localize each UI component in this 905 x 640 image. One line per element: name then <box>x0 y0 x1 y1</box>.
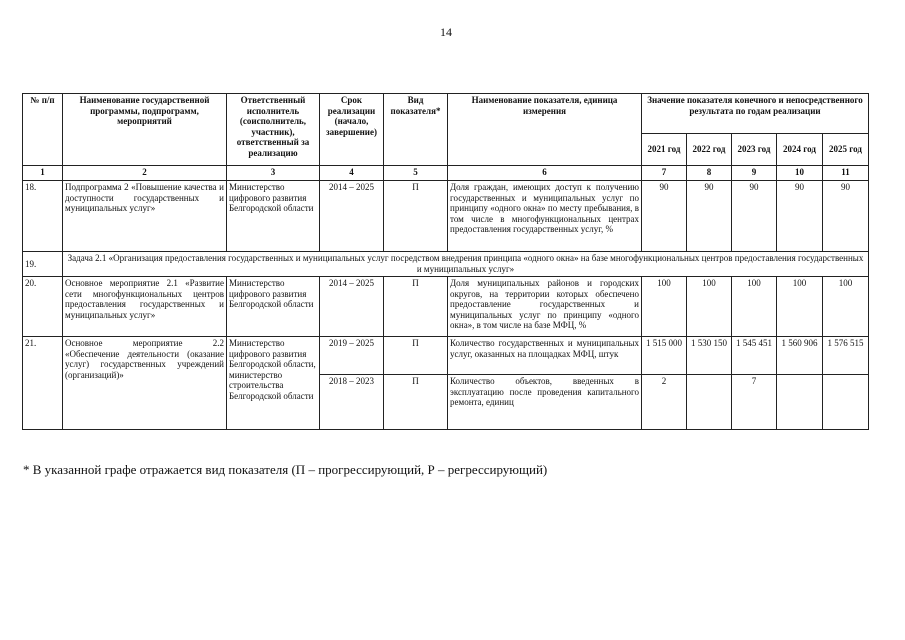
column-number-row <box>23 166 869 181</box>
indicator-type: П <box>384 181 448 252</box>
column-number: 4 <box>320 166 384 181</box>
year-value <box>687 375 732 430</box>
term: 2014 – 2025 <box>320 277 384 337</box>
indicator-name: Количество объектов, введенных в эксплуатацию после проведения капитального ремонта, единиц <box>448 375 642 430</box>
year-value: 90 <box>823 181 869 252</box>
indicator-type: П <box>384 277 448 337</box>
indicator-name: Количество государственных и муниципальных услуг, оказанных на площадках МФЦ, штук <box>448 337 642 375</box>
indicator-name: Доля муниципальных районов и городских округов, на территории которых обеспечено предоставление государственных и муниципальных услуг по принципу «одного окна», в том числе на базе МФЦ, % <box>448 277 642 337</box>
indicator-type: П <box>384 375 448 430</box>
year-value: 1 576 515 <box>823 337 869 375</box>
program-name: Основное мероприятие 2.2 «Обеспечение деятельности (оказание услуг) государственных учреждений (организаций)» <box>63 337 227 430</box>
year-value: 100 <box>777 277 823 337</box>
task-name: Задача 2.1 «Организация предоставления государственных и муниципальных услуг посредством внедрения принципа «одного окна» на базе многофункциональных центров предоставления государственных и муниципальных услуг» <box>63 252 869 277</box>
program-name: Основное мероприятие 2.1 «Развитие сети многофункциональных центров предоставления государственных и муниципальных услуг» <box>63 277 227 337</box>
header-indicator: Наименование показателя, единица измерения <box>448 94 642 166</box>
year-value: 100 <box>732 277 777 337</box>
column-number: 11 <box>823 166 869 181</box>
header-responsible: Ответственный исполнитель (соисполнитель, участник), ответственный за реализацию <box>227 94 320 166</box>
column-number: 9 <box>732 166 777 181</box>
year-value: 1 545 451 <box>732 337 777 375</box>
header-type: Вид показателя* <box>384 94 448 166</box>
year-value: 90 <box>687 181 732 252</box>
year-value <box>777 375 823 430</box>
column-number: 5 <box>384 166 448 181</box>
column-number: 6 <box>448 166 642 181</box>
column-number: 2 <box>63 166 227 181</box>
year-value: 2 <box>642 375 687 430</box>
row-number: 21. <box>23 337 63 430</box>
term: 2019 – 2025 <box>320 337 384 375</box>
table-row <box>23 252 869 277</box>
year-value: 1 530 150 <box>687 337 732 375</box>
header-num: № п/п <box>23 94 63 166</box>
column-number: 1 <box>23 166 63 181</box>
year-value: 90 <box>642 181 687 252</box>
column-number: 3 <box>227 166 320 181</box>
responsible-executor: Министерство цифрового развития Белгородской области, министерство строительства Белгородской области <box>227 337 320 430</box>
header-year: 2022 год <box>687 134 732 166</box>
header-name: Наименование государственной программы, подпрограмм, мероприятий <box>63 94 227 166</box>
indicator-type: П <box>384 337 448 375</box>
page-number: 14 <box>440 25 452 39</box>
header-year: 2024 год <box>777 134 823 166</box>
header-row <box>23 94 869 134</box>
header-term: Срок реализации (начало, завершение) <box>320 94 384 166</box>
term: 2014 – 2025 <box>320 181 384 252</box>
responsible-executor: Министерство цифрового развития Белгородской области <box>227 181 320 252</box>
header-year: 2023 год <box>732 134 777 166</box>
footnote: * В указанной графе отражается вид показателя (П – прогрессирующий, Р – регрессирующий) <box>23 462 548 477</box>
column-number: 8 <box>687 166 732 181</box>
row-number: 20. <box>23 277 63 337</box>
term: 2018 – 2023 <box>320 375 384 430</box>
header-year: 2025 год <box>823 134 869 166</box>
table-row <box>23 337 869 375</box>
indicators-table <box>22 93 869 430</box>
year-value: 90 <box>777 181 823 252</box>
year-value: 100 <box>642 277 687 337</box>
year-value: 1 515 000 <box>642 337 687 375</box>
responsible-executor: Министерство цифрового развития Белгородской области <box>227 277 320 337</box>
row-number: 18. <box>23 181 63 252</box>
year-value: 100 <box>823 277 869 337</box>
row-number: 19. <box>23 252 63 277</box>
header-year: 2021 год <box>642 134 687 166</box>
table-row <box>23 277 869 337</box>
table-row <box>23 181 869 252</box>
header-values: Значение показателя конечного и непосредственного результата по годам реализации <box>642 94 869 134</box>
year-value: 7 <box>732 375 777 430</box>
year-value: 1 560 906 <box>777 337 823 375</box>
column-number: 10 <box>777 166 823 181</box>
column-number: 7 <box>642 166 687 181</box>
year-value: 100 <box>687 277 732 337</box>
year-value <box>823 375 869 430</box>
indicator-name: Доля граждан, имеющих доступ к получению государственных и муниципальных услуг по принципу «одного окна» по месту пребывания, в том числе в многофункциональных центрах предоставления государственных услуг, % <box>448 181 642 252</box>
year-value: 90 <box>732 181 777 252</box>
program-name: Подпрограмма 2 «Повышение качества и доступности государственных и муниципальных услуг» <box>63 181 227 252</box>
